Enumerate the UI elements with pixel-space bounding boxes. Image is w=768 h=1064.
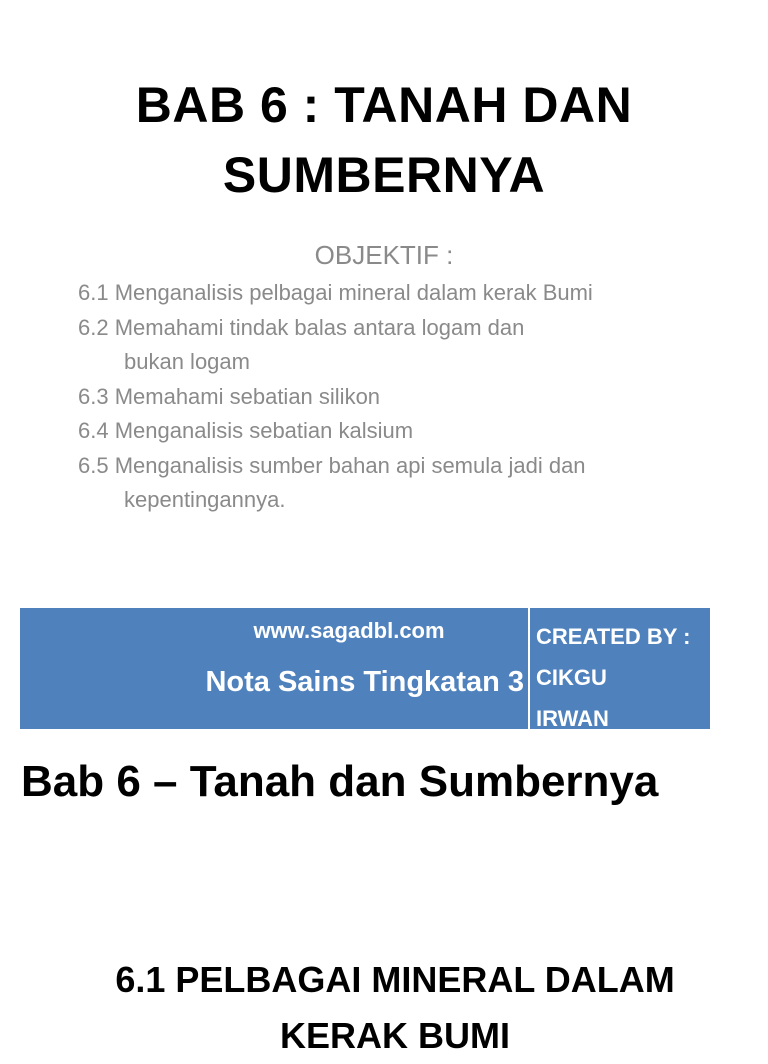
objective-item [78,311,738,380]
objective-item [78,380,738,415]
objective-item [78,414,738,449]
objective-text-continued: bukan logam [124,349,250,374]
banner-credit-cell [530,608,710,729]
objective-text-continued: kepentingannya. [124,487,286,512]
objective-text: 6.5 Menganalisis sumber bahan api semula jadi dan [78,452,586,478]
objective-list [78,276,738,518]
banner-left-cell [20,608,530,729]
objective-item [78,276,738,311]
credits-banner [20,608,710,729]
objective-text: 6.3 Memahami sebatian silikon [78,383,381,409]
objective-heading: OBJEKTIF : [314,240,454,270]
subsection-title-line1: 6.1 PELBAGAI MINERAL DALAM [115,959,675,1000]
credit-author-line2: IRWAN [536,706,609,731]
slide-title-line2: SUMBERNYA [222,147,546,203]
slide-title [0,70,768,210]
website-link[interactable]: www.sagadbl.com [253,618,445,643]
objective-text: 6.1 Menganalisis pelbagai mineral dalam kerak Bumi [78,280,593,305]
objective-text: 6.2 Memahami tindak balas antara logam dan [78,314,525,340]
subsection-title [0,952,768,1064]
banner-subtitle: Nota Sains Tingkatan 3 [205,666,524,698]
objective-item [78,449,738,518]
section-title: Bab 6 – Tanah dan Sumbernya [21,757,659,806]
objective-text: 6.4 Menganalisis sebatian kalsium [78,418,414,443]
credit-label: CREATED BY : [536,624,691,649]
subsection-title-line2: KERAK BUMI [280,1015,510,1056]
credit-author-line1: CIKGU [536,665,607,690]
slide-title-line1: BAB 6 : TANAH DAN [135,77,633,133]
